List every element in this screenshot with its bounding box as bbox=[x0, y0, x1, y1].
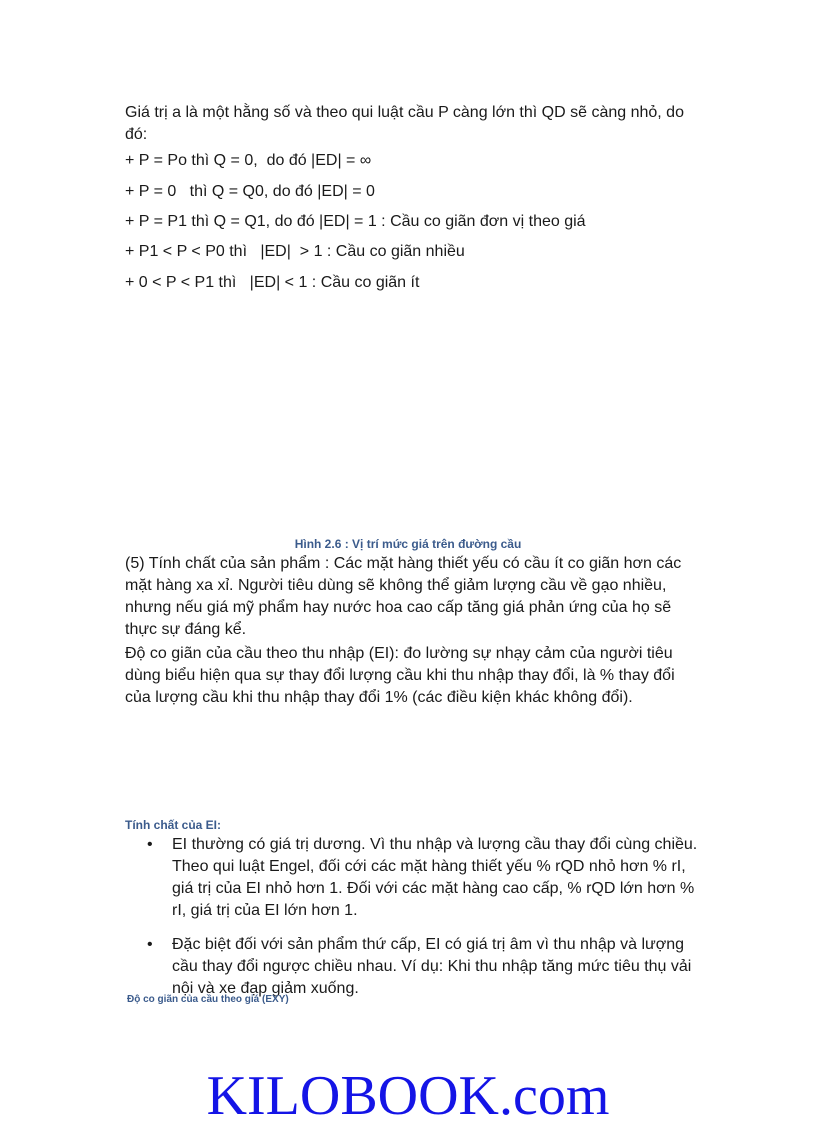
ei-section-heading: Tính chất của EI: bbox=[125, 818, 222, 832]
list-item-text: Đặc biệt đối với sản phẩm thứ cấp, EI có giá trị âm vì thu nhập và lượng cầu thay đổi ngược chiều nhau. Ví dụ: Khi thu nhập tăng mức tiêu thụ vải nội và xe đạp giảm xuống. bbox=[172, 936, 692, 997]
income-elasticity-paragraph: Độ co giãn của cầu theo thu nhập (EI): đo lường sự nhạy cảm của người tiêu dùng biểu hiện qua sự thay đổi lượng cầu khi thu nhập thay đổi, là % thay đổi của lượng cầu khi thu nhập thay đổi 1% (các điều kiện khác không đổi). bbox=[125, 645, 675, 706]
list-item bbox=[125, 834, 700, 922]
case-line-4: + P1 < P < P0 thì |ED| > 1 : Cầu co giãn nhiều bbox=[125, 243, 465, 260]
intro-paragraph: Giá trị a là một hằng số và theo qui luật cầu P càng lớn thì QD sẽ càng nhỏ, do đó: bbox=[125, 104, 684, 143]
next-section-heading: Độ co giãn của cầu theo giá (EXY) bbox=[127, 994, 289, 1005]
kilobook-watermark: KILOBOOK.com bbox=[206, 1065, 610, 1127]
figure-caption: Hình 2.6 : Vị trí mức giá trên đường cầu bbox=[294, 537, 522, 551]
bullet-icon: • bbox=[147, 936, 153, 953]
case-line-2: + P = 0 thì Q = Q0, do đó |ED| = 0 bbox=[125, 183, 375, 200]
product-nature-paragraph: (5) Tính chất của sản phẩm : Các mặt hàng thiết yếu có cầu ít co giãn hơn các mặt hàng xa xỉ. Người tiêu dùng sẽ không thể giảm lượng cầu về gạo nhiều, nhưng nếu giá mỹ phẩm hay nước hoa cao cấp tăng giá phản ứng của họ sẽ thực sự đáng kể. bbox=[125, 555, 682, 638]
bullet-icon: • bbox=[147, 836, 153, 853]
ei-bullet-list bbox=[125, 834, 700, 1012]
case-line-3: + P = P1 thì Q = Q1, do đó |ED| = 1 : Cầu co giãn đơn vị theo giá bbox=[125, 213, 586, 230]
case-line-1: + P = Po thì Q = 0, do đó |ED| = ∞ bbox=[125, 152, 372, 169]
case-line-5: + 0 < P < P1 thì |ED| < 1 : Cầu co giãn ít bbox=[125, 274, 420, 291]
list-item-text: EI thường có giá trị dương. Vì thu nhập và lượng cầu thay đổi cùng chiều. Theo qui luật Engel, đối cới các mặt hàng thiết yếu % rQD nhỏ hơn % rI, giá trị của EI nhỏ hơn 1. Đối với các mặt hàng cao cấp, % rQD lớn hơn % rI, giá trị của EI lớn hơn 1. bbox=[172, 836, 698, 919]
list-item bbox=[125, 934, 700, 1000]
